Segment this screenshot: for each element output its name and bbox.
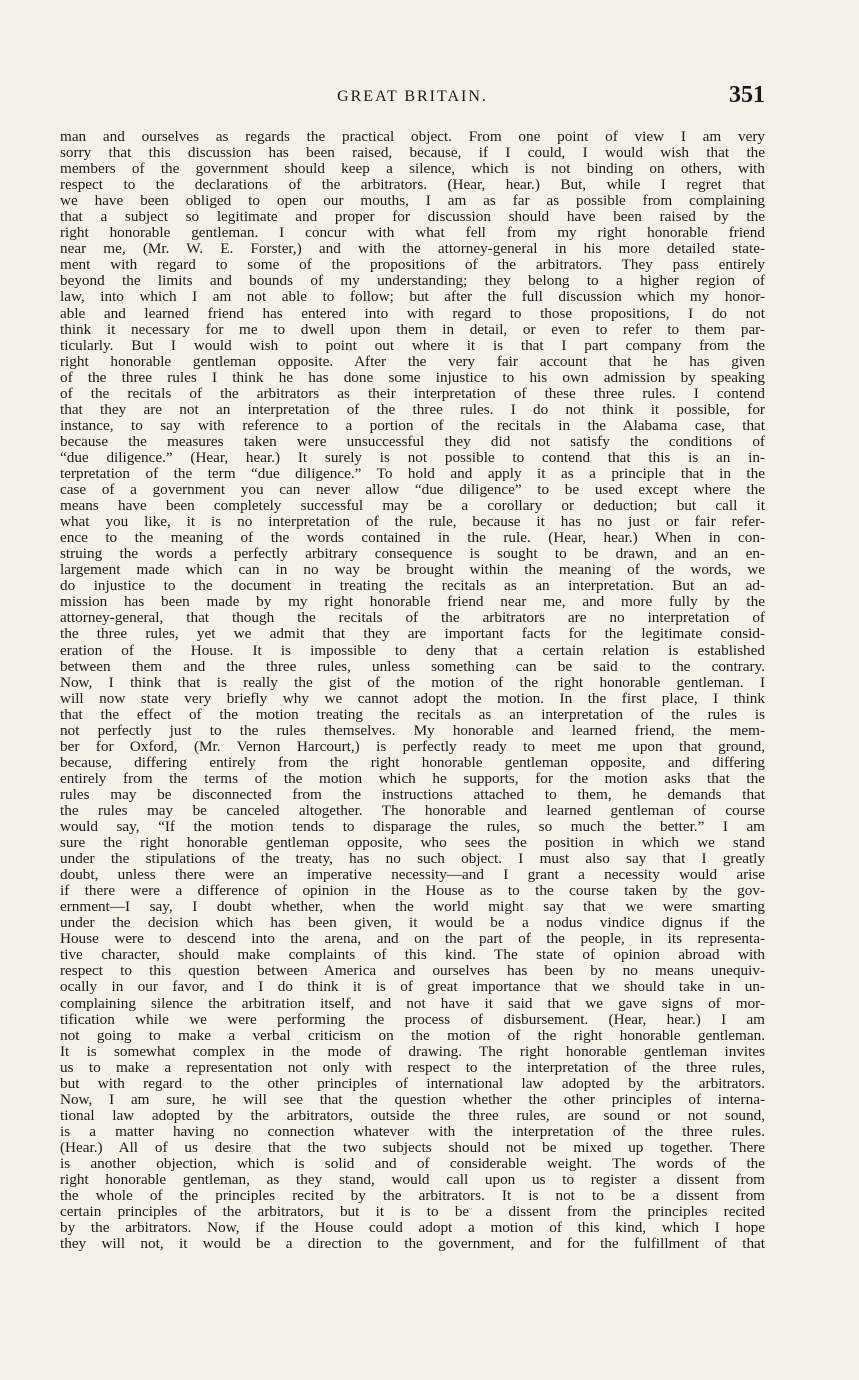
text-line: tive character, should make complaints of this kind. The state of opinion abroad with xyxy=(60,946,765,964)
text-line: that they are not an interpretation of the three rules. I do not think it possible, for xyxy=(60,400,765,418)
text-line: It is somewhat complex in the mode of drawing. The right honorable gentleman invites xyxy=(60,1042,765,1060)
text-line: entirely from the terms of the motion which he supports, for the motion asks that the xyxy=(60,769,765,787)
text-line: able and learned friend has entered into with regard to those propositions, I do not xyxy=(60,304,765,322)
text-line: law, into which I am not able to follow; but after the full discussion which my honor- xyxy=(60,288,765,306)
text-line: do injustice to the document in treating the recitals as an interpretation. But an ad- xyxy=(60,577,765,595)
text-line: instance, to say with reference to a portion of the recitals in the Alabama case, that xyxy=(60,416,765,434)
text-line: not going to make a verbal criticism on the motion of the right honorable gentleman. xyxy=(60,1026,765,1044)
text-line: the whole of the principles recited by the arbitrators. It is not to be a dissent from xyxy=(60,1187,765,1205)
text-line: under the decision which has been given, it would be a nodus vindice dignus if the xyxy=(60,914,765,932)
text-line: House were to descend into the arena, and on the part of the people, in its representa- xyxy=(60,930,765,948)
text-line: ernment—I say, I doubt whether, when the world might say that we were smarting xyxy=(60,898,765,916)
text-line: respect to the declarations of the arbitrators. (Hear, hear.) But, while I regret that xyxy=(60,176,765,194)
text-line: terpretation of the term “due diligence.” To hold and apply it as a principle that in the xyxy=(60,464,765,482)
text-line: struing the words a perfectly arbitrary consequence is sought to be drawn, and an en- xyxy=(60,545,765,563)
text-line: ence to the meaning of the words contained in the rule. (Hear, hear.) When in con- xyxy=(60,529,765,547)
text-line: that a subject so legitimate and proper for discussion should have been raised by the xyxy=(60,208,765,226)
text-line: ment with regard to some of the propositions of the arbitrators. They pass entirely xyxy=(60,256,765,274)
text-line: sure the right honorable gentleman opposite, who sees the position in which we stand xyxy=(60,834,765,852)
text-line: under the stipulations of the treaty, has no such object. I must also say that I greatly xyxy=(60,850,765,868)
text-line: mission has been made by my right honorable friend near me, and more fully by the xyxy=(60,593,765,611)
text-line: is another objection, which is solid and of considerable weight. The words of the xyxy=(60,1155,765,1172)
text-line: certain principles of the arbitrators, but it is to be a dissent from the principles recited xyxy=(60,1203,765,1221)
text-line: near me, (Mr. W. E. Forster,) and with the attorney-general in his more detailed state- xyxy=(60,240,765,258)
text-line: rules may be disconnected from the instructions attached to them, he demands that xyxy=(60,785,765,803)
text-line: sorry that this discussion has been raised, because, if I could, I would wish that the xyxy=(60,144,765,162)
text-line: means have been completely successful may be a corollary or deduction; but call it xyxy=(60,497,765,515)
text-line: us to make a representation not only with respect to the interpretation of the three rules, xyxy=(60,1058,765,1076)
text-line: would say, “If the motion tends to disparage the rules, so much the better.” I am xyxy=(60,818,765,836)
text-line: attorney-general, that though the recitals of the arbitrators are no interpretation of xyxy=(60,609,765,627)
text-line: (Hear.) All of us desire that the two subjects should not be mixed up together. There xyxy=(60,1138,765,1156)
text-line: by the arbitrators. Now, if the House could adopt a motion of this kind, which I hope xyxy=(60,1219,765,1237)
text-line: Now, I am sure, he will see that the question whether the other principles of interna- xyxy=(60,1090,765,1108)
text-line: “due diligence.” (Hear, hear.) It surely is not possible to contend that this is an in- xyxy=(60,448,765,466)
text-line: complaining silence the arbitration itself, and not have it said that we gave signs of mor- xyxy=(60,994,765,1012)
text-line: tification while we were performing the process of disbursement. (Hear, hear.) I am xyxy=(60,1010,765,1028)
page-number: 351 xyxy=(729,82,765,108)
text-line: ber for Oxford, (Mr. Vernon Harcourt,) is perfectly ready to meet me upon that ground, xyxy=(60,737,765,755)
text-line: right honorable gentleman. I concur with what fell from my right honorable friend xyxy=(60,224,765,242)
text-line: ticularly. But I would wish to point out where it is that I part company from the xyxy=(60,336,765,354)
text-line: case of a government you can never allow “due diligence” to be used except where the xyxy=(60,481,765,499)
page-header xyxy=(60,82,765,116)
text-line: what you like, it is no interpretation of the rule, because it has no just or fair refer- xyxy=(60,513,765,531)
text-line: the three rules, yet we admit that they are important facts for the legitimate consid- xyxy=(60,625,765,643)
text-line: we have been obliged to open our mouths, I am as far as possible from complaining xyxy=(60,192,765,210)
text-line: the rules may be canceled altogether. The honorable and learned gentleman of course xyxy=(60,801,765,819)
text-line: largement made which can in no way be brought within the meaning of the words, we xyxy=(60,561,765,579)
text-line: man and ourselves as regards the practical object. From one point of view I am very xyxy=(60,128,765,145)
text-line: right honorable gentleman opposite. After the very fair account that he has given xyxy=(60,352,765,370)
text-line: because, differing entirely from the right honorable gentleman opposite, and differing xyxy=(60,753,765,771)
text-line: will now state very briefly why we cannot adopt the motion. In the first place, I think xyxy=(60,689,765,707)
running-head: GREAT BRITAIN. xyxy=(337,88,488,105)
text-line: doubt, unless there were an imperative necessity—and I grant a necessity would arise xyxy=(60,866,765,884)
text-line: between them and the three rules, unless something can be said to the contrary. xyxy=(60,657,765,675)
text-line: not perfectly just to the rules themselves. My honorable and learned friend, the mem- xyxy=(60,721,765,739)
body-text xyxy=(60,129,765,1252)
text-line: think it necessary for me to dwell upon them in detail, or even to refer to them par- xyxy=(60,320,765,338)
text-line: members of the government should keep a silence, which is not binding on others, with xyxy=(60,160,765,178)
text-line: of the recitals of the arbitrators as their interpretation of these three rules. I contend xyxy=(60,384,765,402)
text-line: Now, I think that is really the gist of the motion of the right honorable gentleman. I xyxy=(60,673,765,691)
text-line: because the measures taken were unsuccessful they did not satisfy the conditions of xyxy=(60,432,765,450)
text-line: beyond the limits and bounds of my understanding; they belong to a higher region of xyxy=(60,272,765,290)
text-line: right honorable gentleman, as they stand, would call upon us to register a dissent from xyxy=(60,1171,765,1189)
text-line: of the three rules I think he has done some injustice to his own admission by speaking xyxy=(60,368,765,386)
text-line: but with regard to the other principles of international law adopted by the arbitrators. xyxy=(60,1074,765,1092)
text-line: respect to this question between America and ourselves has been by no means unequiv- xyxy=(60,962,765,980)
text-line: is a matter having no connection whatever with the interpretation of the three rules. xyxy=(60,1122,765,1140)
text-line: that the effect of the motion treating the recitals as an interpretation of the rules is xyxy=(60,705,765,723)
text-line: eration of the House. It is impossible to deny that a certain relation is established xyxy=(60,641,765,659)
text-line: they will not, it would be a direction to the government, and for the fulfillment of that xyxy=(60,1235,765,1253)
text-line: if there were a difference of opinion in the House as to the course taken by the gov- xyxy=(60,882,765,900)
text-line: tional law adopted by the arbitrators, outside the three rules, are sound or not sound, xyxy=(60,1106,765,1124)
text-line: ocally in our favor, and I do think it is of great importance that we should take in un- xyxy=(60,978,765,996)
